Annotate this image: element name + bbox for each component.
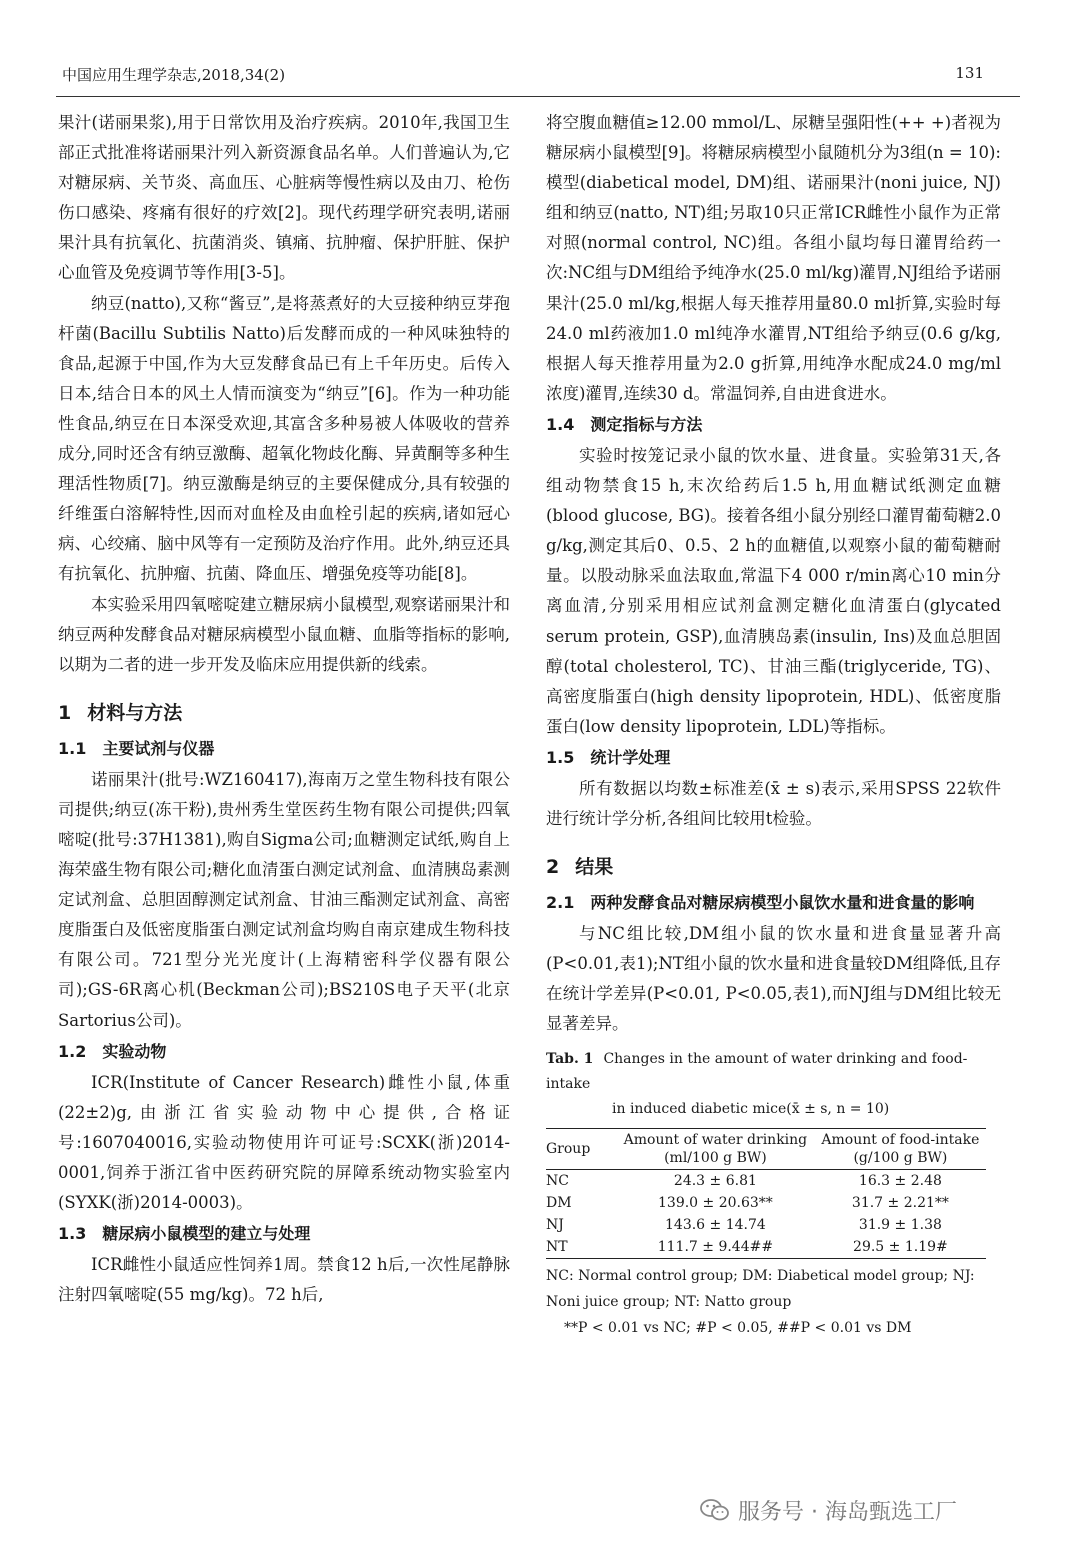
- header-food-line1: Amount of food-intake: [821, 1132, 980, 1149]
- table-row: [546, 1192, 986, 1214]
- subsection-heading: [546, 411, 1001, 439]
- subsection-heading: [58, 735, 510, 763]
- subsection-heading: [58, 1220, 510, 1248]
- paragraph: 实验时按笼记录小鼠的饮水量、进食量。实验第31天,各组动物禁食15 h,末次给药后1.5 h,用血糖试纸测定血糖(blood glucose, BG)。接着各组小鼠分别经口灌胃葡萄糖2.0 g/kg,测定其后0、0.5、2 h的血糖值,以观察小鼠的葡萄糖耐量。以股动脉采血法取血,常温下4 000 r/min离心10 min分离血清,分别采用相应试剂盒测定糖化血清蛋白(glycated serum protein, GSP),血清胰岛素(insulin, Ins)及血总胆固醇(total cholesterol, TC)、甘油三酯(triglyceride, TG)、高密度脂蛋白(high density lipoprotein, HDL)、低密度脂蛋白(low density lipoprotein, LDL)等指标。: [546, 445, 1001, 736]
- subsection-title: 统计学处理: [590, 747, 671, 767]
- section-number: 2: [546, 856, 560, 879]
- section-title: 结果: [575, 856, 614, 879]
- table-row: [546, 1236, 986, 1259]
- footnote-line: NC: Normal control group; DM: Diabetical model group; NJ:: [546, 1268, 975, 1285]
- section-number: 1: [58, 701, 72, 724]
- subsection-title: 两种发酵食品对糖尿病模型小鼠饮水量和进食量的影响: [590, 893, 975, 913]
- section-heading: [546, 852, 1001, 879]
- cell-group: DM: [546, 1195, 572, 1212]
- cell-water: 139.0 ± 20.63**: [658, 1195, 773, 1212]
- table-row: [546, 1170, 986, 1193]
- subsection-number: 1.2: [58, 1041, 87, 1061]
- paragraph: ICR(Institute of Cancer Research)雌性小鼠,体重(22±2)g,由浙江省实验动物中心提供,合格证号:1607040016,实验动物使用许可证号:SCXK(浙)2014-0001,饲养于浙江省中医药研究院的屏障系统动物实验室内(SYXK(浙)2014-0003)。: [58, 1072, 510, 1212]
- page-number: 131: [955, 64, 984, 82]
- cell-water: 24.3 ± 6.81: [673, 1173, 757, 1190]
- watermark: [700, 1490, 1040, 1530]
- table-caption: [546, 1047, 1001, 1122]
- subsection-heading: [546, 889, 1001, 917]
- running-header: [62, 64, 1022, 90]
- footnote-line: Noni juice group; NT: Natto group: [546, 1294, 792, 1311]
- cell-group: NT: [546, 1239, 568, 1256]
- cell-food: 31.7 ± 2.21**: [851, 1195, 949, 1212]
- table-row: [546, 1214, 986, 1236]
- cell-group: NC: [546, 1173, 569, 1190]
- cell-water: 111.7 ± 9.44##: [657, 1239, 774, 1256]
- table-label: Tab. 1: [546, 1051, 594, 1068]
- subsection-number: 1.4: [546, 414, 575, 434]
- watermark-text: 服务号 · 海岛甄选工厂: [738, 1499, 957, 1525]
- wechat-icon: [700, 1498, 730, 1522]
- section-title: 材料与方法: [87, 701, 183, 724]
- data-table: [546, 1128, 986, 1259]
- header-water-line2: (ml/100 g BW): [664, 1150, 767, 1167]
- subsection-title: 实验动物: [102, 1041, 167, 1061]
- cell-food: 29.5 ± 1.19#: [853, 1239, 948, 1256]
- subsection-title: 主要试剂与仪器: [102, 738, 215, 758]
- header-food: [815, 1129, 986, 1170]
- paragraph: 与NC组比较,DM组小鼠的饮水量和进食量显著升高(P<0.01,表1);NT组小鼠的饮水量和进食量较DM组降低,且存在统计学差异(P<0.01, P<0.05,表1),而NJ组与DM组比较无显著差异。: [546, 924, 1001, 1034]
- subsection-heading: [58, 1038, 510, 1066]
- header-rule: [56, 96, 1020, 97]
- table-caption-line2: in induced diabetic mice(x̄ ± s, n = 10): [612, 1101, 890, 1118]
- paragraph: 本实验采用四氧嘧啶建立糖尿病小鼠模型,观察诺丽果汁和纳豆两种发酵食品对糖尿病模型小鼠血糖、血脂等指标的影响,以期为二者的进一步开发及临床应用提供新的线索。: [58, 594, 510, 674]
- right-column: [546, 108, 1001, 1341]
- subsection-number: 2.1: [546, 893, 575, 913]
- header-water-line1: Amount of water drinking: [623, 1132, 808, 1149]
- subsection-number: 1.1: [58, 738, 87, 758]
- paragraph: 所有数据以均数±标准差(x̄ ± s)表示,采用SPSS 22软件进行统计学分析,各组间比较用t检验。: [546, 778, 1001, 828]
- cell-water: 143.6 ± 14.74: [665, 1217, 766, 1234]
- footnote-line: **P < 0.01 vs NC; #P < 0.05, ##P < 0.01 vs DM: [564, 1320, 912, 1337]
- subsection-number: 1.5: [546, 747, 575, 767]
- paragraph: 将空腹血糖值≥12.00 mmol/L、尿糖呈强阳性(++ +)者视为糖尿病小鼠模型[9]。将糖尿病模型小鼠随机分为3组(n = 10):模型(diabetical model, DM)组、诺丽果汁(noni juice, NJ)组和纳豆(natto, NT)组;另取10只正常ICR雌性小鼠作为正常对照(normal control, NC)组。各组小鼠均每日灌胃给药一次:NC组与DM组给予纯净水(25.0 ml/kg)灌胃,NJ组给予诺丽果汁(25.0 ml/kg,根据人每天推荐用量80.0 ml折算,实验时每24.0 ml药液加1.0 ml纯净水灌胃,NT组给予纳豆(0.6 g/kg,根据人每天推荐用量为2.0 g折算,用纯净水配成24.0 mg/ml浓度)灌胃,连续30 d。常温饲养,自由进食进水。: [546, 113, 1001, 403]
- subsection-heading: [546, 744, 1001, 772]
- paragraph: 果汁(诺丽果浆),用于日常饮用及治疗疾病。2010年,我国卫生部正式批准将诺丽果汁列入新资源食品名单。人们普遍认为,它对糖尿病、关节炎、高血压、心脏病等慢性病以及由刀、枪伤伤口感染、疼痛有很好的疗效[2]。现代药理学研究表明,诺丽果汁具有抗氧化、抗菌消炎、镇痛、抗肿瘤、保护肝脏、保护心血管及免疫调节等作用[3-5]。: [58, 113, 510, 283]
- journal-citation: 中国应用生理学杂志,2018,34(2): [62, 66, 286, 84]
- header-group: Group: [546, 1141, 591, 1158]
- header-food-line2: (g/100 g BW): [853, 1150, 948, 1167]
- cell-food: 16.3 ± 2.48: [858, 1173, 942, 1190]
- subsection-number: 1.3: [58, 1224, 87, 1244]
- left-column: [58, 108, 510, 1310]
- table-footnotes: [546, 1263, 1001, 1341]
- section-heading: [58, 698, 510, 725]
- subsection-title: 测定指标与方法: [590, 414, 703, 434]
- paragraph: 诺丽果汁(批号:WZ160417),海南万之堂生物科技有限公司提供;纳豆(冻干粉),贵州秀生堂医药生物有限公司提供;四氧嘧啶(批号:37H1381),购自Sigma公司;血糖测定试纸,购自上海荣盛生物有限公司;糖化血清蛋白测定试剂盒、血清胰岛素测定试剂盒、总胆固醇测定试剂盒、甘油三酯测定试剂盒、高密度脂蛋白及低密度脂蛋白测定试剂盒均购自南京建成生物科技有限公司。721型分光光度计(上海精密科学仪器有限公司);GS-6R离心机(Beckman公司);BS210S电子天平(北京Sartorius公司)。: [58, 769, 510, 1030]
- cell-group: NJ: [546, 1217, 564, 1234]
- paragraph: ICR雌性小鼠适应性饲养1周。禁食12 h后,一次性尾静脉注射四氧嘧啶(55 mg/kg)。72 h后,: [58, 1255, 510, 1305]
- cell-food: 31.9 ± 1.38: [858, 1217, 942, 1234]
- table-caption-line1: Changes in the amount of water drinking and food-intake: [546, 1051, 968, 1093]
- paragraph: 纳豆(natto),又称“酱豆”,是将蒸煮好的大豆接种纳豆芽孢杆菌(Bacillu Subtilis Natto)后发酵而成的一种风味独特的食品,起源于中国,作为大豆发酵食品已有上千年历史。后传入日本,结合日本的风土人情而演变为“纳豆”[6]。作为一种功能性食品,纳豆在日本深受欢迎,其富含多种易被人体吸收的营养成分,同时还含有纳豆激酶、超氧化物歧化酶、异黄酮等多种生理活性物质[7]。纳豆激酶是纳豆的主要保健成分,具有较强的纤维蛋白溶解特性,因而对血栓及由血栓引起的疾病,诸如冠心病、心绞痛、脑中风等有一定预防及治疗作用。此外,纳豆还具有抗氧化、抗肿瘤、抗菌、降血压、增强免疫等功能[8]。: [58, 293, 510, 584]
- subsection-title: 糖尿病小鼠模型的建立与处理: [102, 1224, 311, 1244]
- header-water: [616, 1129, 815, 1170]
- table-header-row: [546, 1129, 986, 1170]
